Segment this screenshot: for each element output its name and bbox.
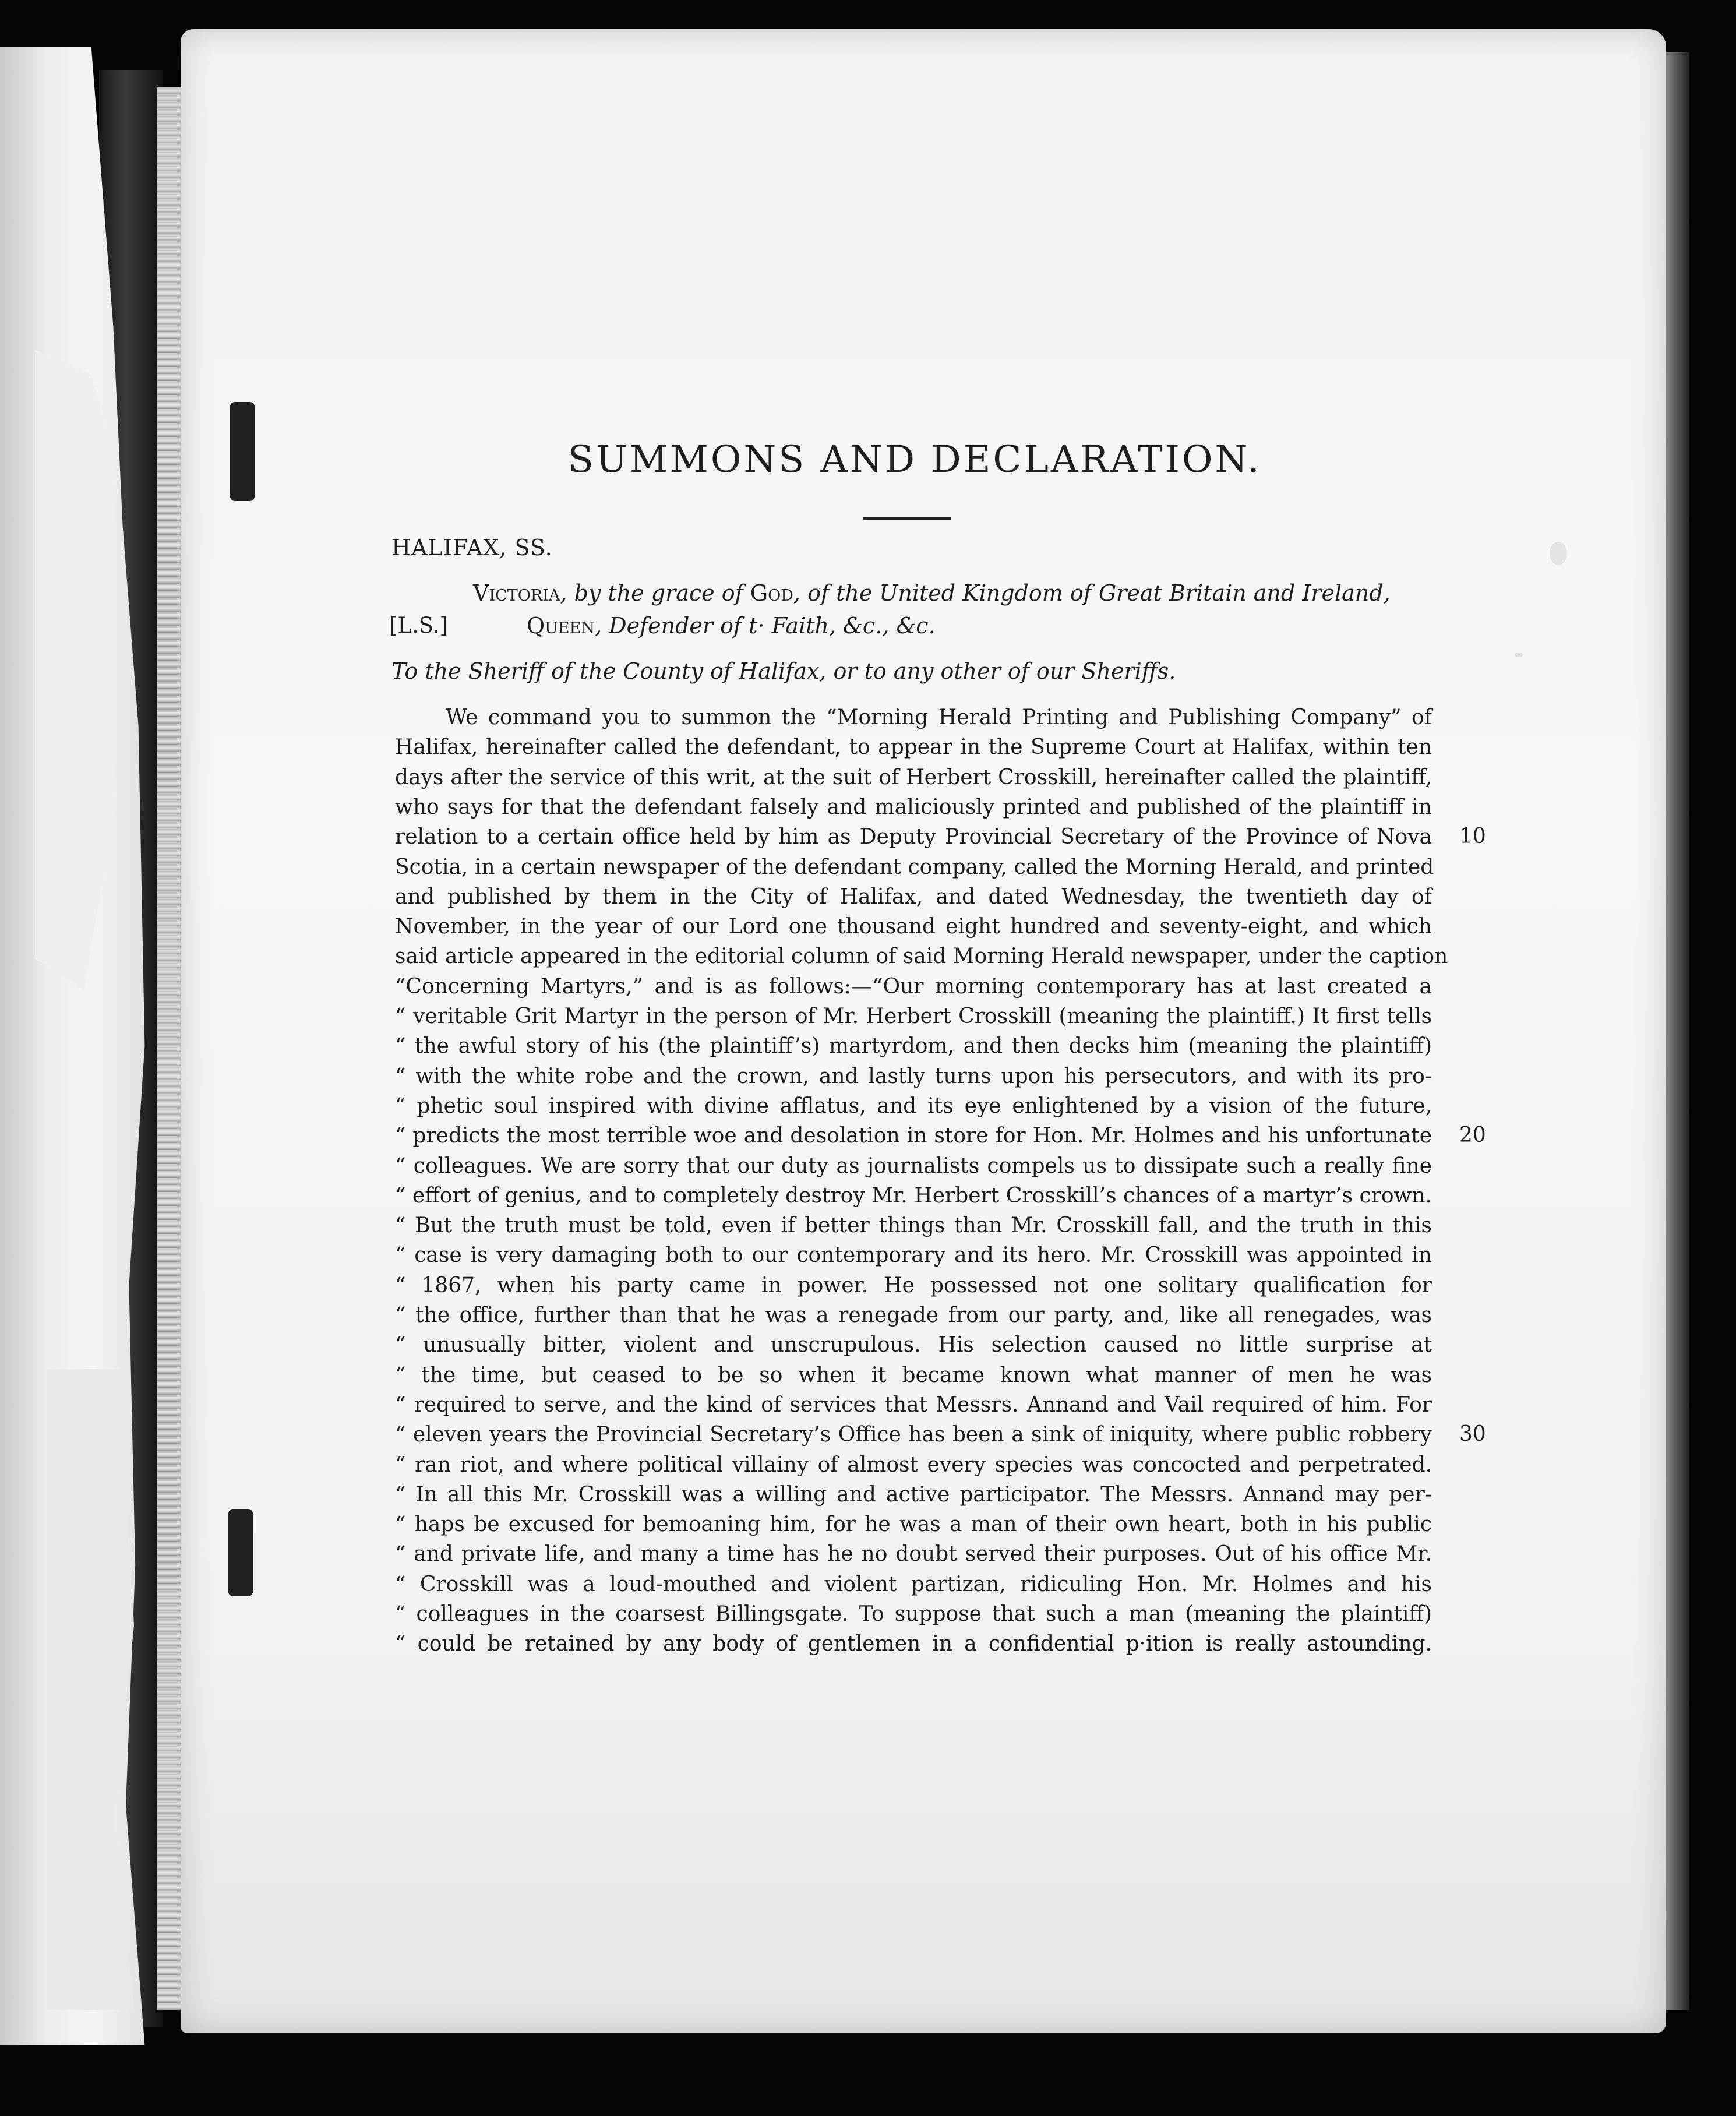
body-line: November, in the year of our Lord one thousand eight hundred and seventy-eight, and which bbox=[395, 915, 1432, 939]
binding-clip bbox=[230, 402, 255, 501]
body-line: “ Crosskill was a loud-mouthed and violent partizan, ridiculing Hon. Mr. Holmes and his bbox=[395, 1572, 1432, 1596]
addressee-line: To the Sheriff of the County of Halifax, or to any other of our Sheriffs. bbox=[391, 658, 1176, 684]
seal-mark: [L.S.] bbox=[389, 613, 448, 638]
body-line: “ the office, further than that he was a renegade from our party, and, like all renegades, was bbox=[395, 1303, 1432, 1327]
body-line: Scotia, in a certain newspaper of the defendant company, called the Morning Herald, and printed bbox=[395, 855, 1434, 879]
body-line: “ and private life, and many a time has he no doubt served their purposes. Out of his office Mr. bbox=[395, 1542, 1432, 1567]
body-line: who says for that the defendant falsely and maliciously printed and published of the plaintiff in bbox=[395, 795, 1432, 819]
body-line: “ the time, but ceased to be so when it became known what manner of men he was bbox=[395, 1363, 1432, 1387]
writ-line-1 bbox=[473, 580, 1391, 606]
body-line: “ But the truth must be told, even if better things than Mr. Crosskill fall, and the truth in this bbox=[395, 1214, 1432, 1238]
writ-text: , of the United Kingdom of Great Britain and Ireland, bbox=[793, 580, 1391, 606]
body-line: “ ran riot, and where political villainy of almost every species was concocted and perpetrated. bbox=[395, 1452, 1432, 1477]
writ-line-2 bbox=[527, 613, 936, 639]
body-line: relation to a certain office held by him as Deputy Provincial Secretary of the Province of Nova bbox=[395, 825, 1432, 849]
body-line: “ eleven years the Provincial Secretary’s Office has been a sink of iniquity, where public robbery bbox=[395, 1423, 1432, 1447]
body-line: “ the awful story of his (the plaintiff’s) martyrdom, and then decks him (meaning the plaintiff) bbox=[395, 1034, 1432, 1059]
body-line: “ colleagues. We are sorry that our duty as journalists compels us to dissipate such a really fine bbox=[395, 1154, 1432, 1178]
sovereign-name: Victoria bbox=[473, 580, 560, 606]
paper-speck bbox=[1550, 542, 1567, 565]
body-line: We command you to summon the “Morning Herald Printing and Publishing Company” of bbox=[446, 706, 1432, 729]
body-line: “ In all this Mr. Crosskill was a willing and active participator. The Messrs. Annand may per- bbox=[395, 1482, 1432, 1507]
title-rule bbox=[863, 517, 951, 520]
binding-clip bbox=[228, 1509, 253, 1596]
line-number: 20 bbox=[1459, 1123, 1486, 1148]
line-number: 30 bbox=[1459, 1422, 1486, 1447]
venue-heading: HALIFAX, SS. bbox=[391, 535, 553, 560]
binding-edge bbox=[157, 87, 181, 2010]
body-line: “ could be retained by any body of gentlemen in a confidential p·ition is really astounding. bbox=[395, 1632, 1432, 1656]
body-line: “ 1867, when his party came in power. He possessed not one solitary qualification for bbox=[395, 1273, 1432, 1297]
paper-speck bbox=[1515, 653, 1523, 657]
body-line: days after the service of this writ, at the suit of Herbert Crosskill, hereinafter called the plaintiff, bbox=[395, 765, 1432, 789]
queen-word: Queen bbox=[527, 613, 595, 639]
left-page-fragment bbox=[47, 1369, 134, 2010]
writ-text: , by the grace of bbox=[560, 580, 750, 606]
body-line: and published by them in the City of Halifax, and dated Wednesday, the twentieth day of bbox=[395, 884, 1432, 909]
body-line: “ haps be excused for bemoaning him, for he was a man of their own heart, both in his public bbox=[395, 1512, 1432, 1537]
body-line: Halifax, hereinafter called the defendant, to appear in the Supreme Court at Halifax, within ten bbox=[395, 735, 1432, 760]
body-line: “ case is very damaging both to our contemporary and its hero. Mr. Crosskill was appointed in bbox=[395, 1243, 1432, 1268]
body-line: “ unusually bitter, violent and unscrupulous. His selection caused no little surprise at bbox=[395, 1333, 1432, 1357]
body-line: “ veritable Grit Martyr in the person of Mr. Herbert Crosskill (meaning the plaintiff.) It first tells bbox=[395, 1004, 1432, 1028]
line-number: 10 bbox=[1459, 824, 1486, 849]
body-line: “ required to serve, and the kind of services that Messrs. Annand and Vail required of him. For bbox=[395, 1392, 1432, 1417]
body-line: “ with the white robe and the crown, and lastly turns upon his persecutors, and with its pro- bbox=[395, 1064, 1432, 1088]
document-page bbox=[181, 29, 1666, 2033]
page-title: SUMMONS AND DECLARATION. bbox=[568, 438, 1262, 481]
body-line: said article appeared in the editorial column of said Morning Herald newspaper, under the caption bbox=[395, 944, 1448, 969]
body-line: “Concerning Martyrs,” and is as follows:—“Our morning contemporary has at last created a bbox=[395, 974, 1432, 999]
body-line: “ effort of genius, and to completely destroy Mr. Herbert Crosskill’s chances of a martyr’s crown. bbox=[395, 1183, 1432, 1208]
writ-text: , Defender of t· Faith, &c., &c. bbox=[594, 613, 936, 639]
body-line: “ phetic soul inspired with divine afflatus, and its eye enlightened by a vision of the future, bbox=[395, 1094, 1432, 1118]
body-line: “ colleagues in the coarsest Billingsgate. To suppose that such a man (meaning the plaintiff) bbox=[395, 1602, 1432, 1626]
god-word: God bbox=[750, 580, 793, 606]
body-line: “ predicts the most terrible woe and desolation in store for Hon. Mr. Holmes and his unfortunate bbox=[395, 1124, 1432, 1148]
